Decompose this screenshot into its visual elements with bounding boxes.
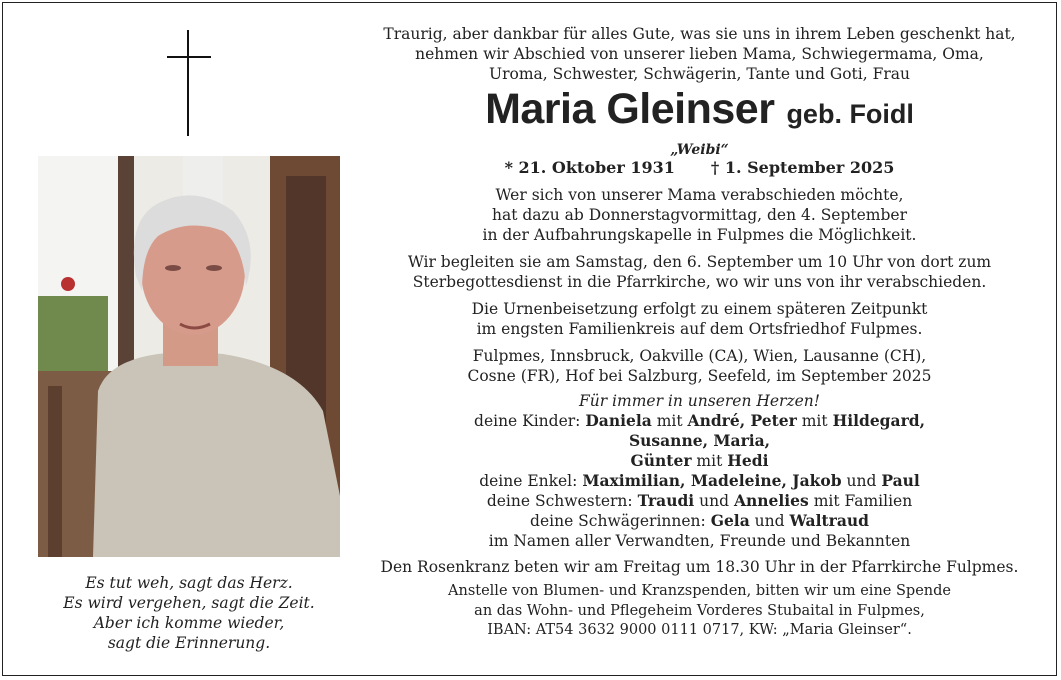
conjunction: mit (801, 412, 828, 430)
label: deine Schwägerinnen: (530, 512, 706, 530)
suffix: mit Familien (813, 492, 913, 510)
maiden-name: geb. Foidl (786, 99, 914, 129)
label: deine Enkel: (479, 472, 578, 490)
conjunction: und (846, 472, 877, 490)
places-info (372, 346, 1027, 386)
forever-line: Für immer in unseren Herzen! (578, 392, 821, 410)
places-line: Fulpmes, Innsbruck, Oakville (CA), Wien, Lausanne (CH), (472, 347, 927, 365)
conjunction: und (754, 512, 785, 530)
deceased-name (372, 84, 1027, 144)
viewing-line: hat dazu ab Donnerstagvormittag, den 4. September (491, 206, 908, 224)
name: Annelies (733, 491, 809, 510)
name: Daniela (585, 411, 652, 430)
life-dates (372, 158, 1027, 178)
death-date: † 1. September 2025 (710, 158, 895, 177)
name: Traudi (637, 491, 695, 510)
service-info (372, 252, 1027, 292)
sisters-line (372, 491, 1027, 511)
donation-line: IBAN: AT54 3632 9000 0111 0717, KW: „Maria Gleinser“. (487, 622, 912, 638)
children-line (372, 451, 1027, 471)
donation-line: an das Wohn- und Pflegeheim Vorderes Stubaital in Fulpmes, (474, 602, 925, 619)
name: Maximilian, Madeleine, Jakob (582, 471, 842, 490)
notice-text (372, 24, 1027, 641)
relatives-line: im Namen aller Verwandten, Freunde und Bekannten (488, 532, 911, 550)
name: Waltraud (789, 511, 869, 530)
service-line: Wir begleiten sie am Samstag, den 6. September um 10 Uhr von dort zum (407, 253, 992, 271)
intro-line: nehmen wir Abschied von unserer lieben Mama, Schwiegermama, Oma, (415, 45, 984, 63)
service-line: Sterbegottesdienst in die Pfarrkirche, wo wir uns von ihr verabschieden. (412, 273, 987, 291)
urn-info (372, 299, 1027, 339)
poem-line: Es wird vergehen, sagt die Zeit. (63, 594, 315, 612)
birth-date: * 21. Oktober 1931 (504, 158, 675, 177)
intro-line: Uroma, Schwester, Schwägerin, Tante und Goti, Frau (489, 65, 910, 83)
poem-line: Es tut weh, sagt das Herz. (85, 574, 293, 592)
name: Günter (630, 451, 692, 470)
sisters-in-law-line (372, 511, 1027, 531)
name: André, Peter (687, 411, 797, 430)
children-line (372, 411, 1027, 431)
intro-line: Traurig, aber dankbar für alles Gute, was sie uns in ihrem Leben geschenkt hat, (383, 25, 1016, 43)
grandchildren-line (372, 471, 1027, 491)
children-line: Susanne, Maria, (628, 431, 771, 450)
donation-line: Anstelle von Blumen- und Kranzspenden, bitten wir um eine Spende (448, 583, 951, 599)
conjunction: und (699, 492, 730, 510)
memorial-poem (38, 573, 340, 653)
conjunction: mit (656, 412, 683, 430)
name: Paul (881, 471, 920, 490)
nickname: „Weibi“ (670, 142, 729, 158)
viewing-line: Wer sich von unserer Mama verabschieden möchte, (495, 186, 904, 204)
portrait-photo (38, 156, 340, 557)
full-name: Maria Gleinser (485, 85, 775, 133)
label: deine Kinder: (474, 412, 581, 430)
name: Hedi (727, 451, 769, 470)
poem-line: sagt die Erinnerung. (107, 634, 271, 652)
viewing-line: in der Aufbahrungskapelle in Fulpmes die Möglichkeit. (482, 226, 917, 244)
urn-line: Die Urnenbeisetzung erfolgt zu einem späteren Zeitpunkt (471, 300, 928, 318)
viewing-info (372, 185, 1027, 245)
donation-info (372, 582, 1027, 641)
label: deine Schwestern: (486, 492, 633, 510)
name: Hildegard, (832, 411, 925, 430)
poem-line: Aber ich komme wieder, (93, 614, 285, 632)
rosary-line: Den Rosenkranz beten wir am Freitag um 18.30 Uhr in der Pfarrkirche Fulpmes. (380, 558, 1019, 576)
urn-line: im engsten Familienkreis auf dem Ortsfriedhof Fulpmes. (476, 320, 923, 338)
places-line: Cosne (FR), Hof bei Salzburg, Seefeld, im September 2025 (467, 367, 932, 385)
name: Gela (710, 511, 750, 530)
conjunction: mit (696, 452, 723, 470)
